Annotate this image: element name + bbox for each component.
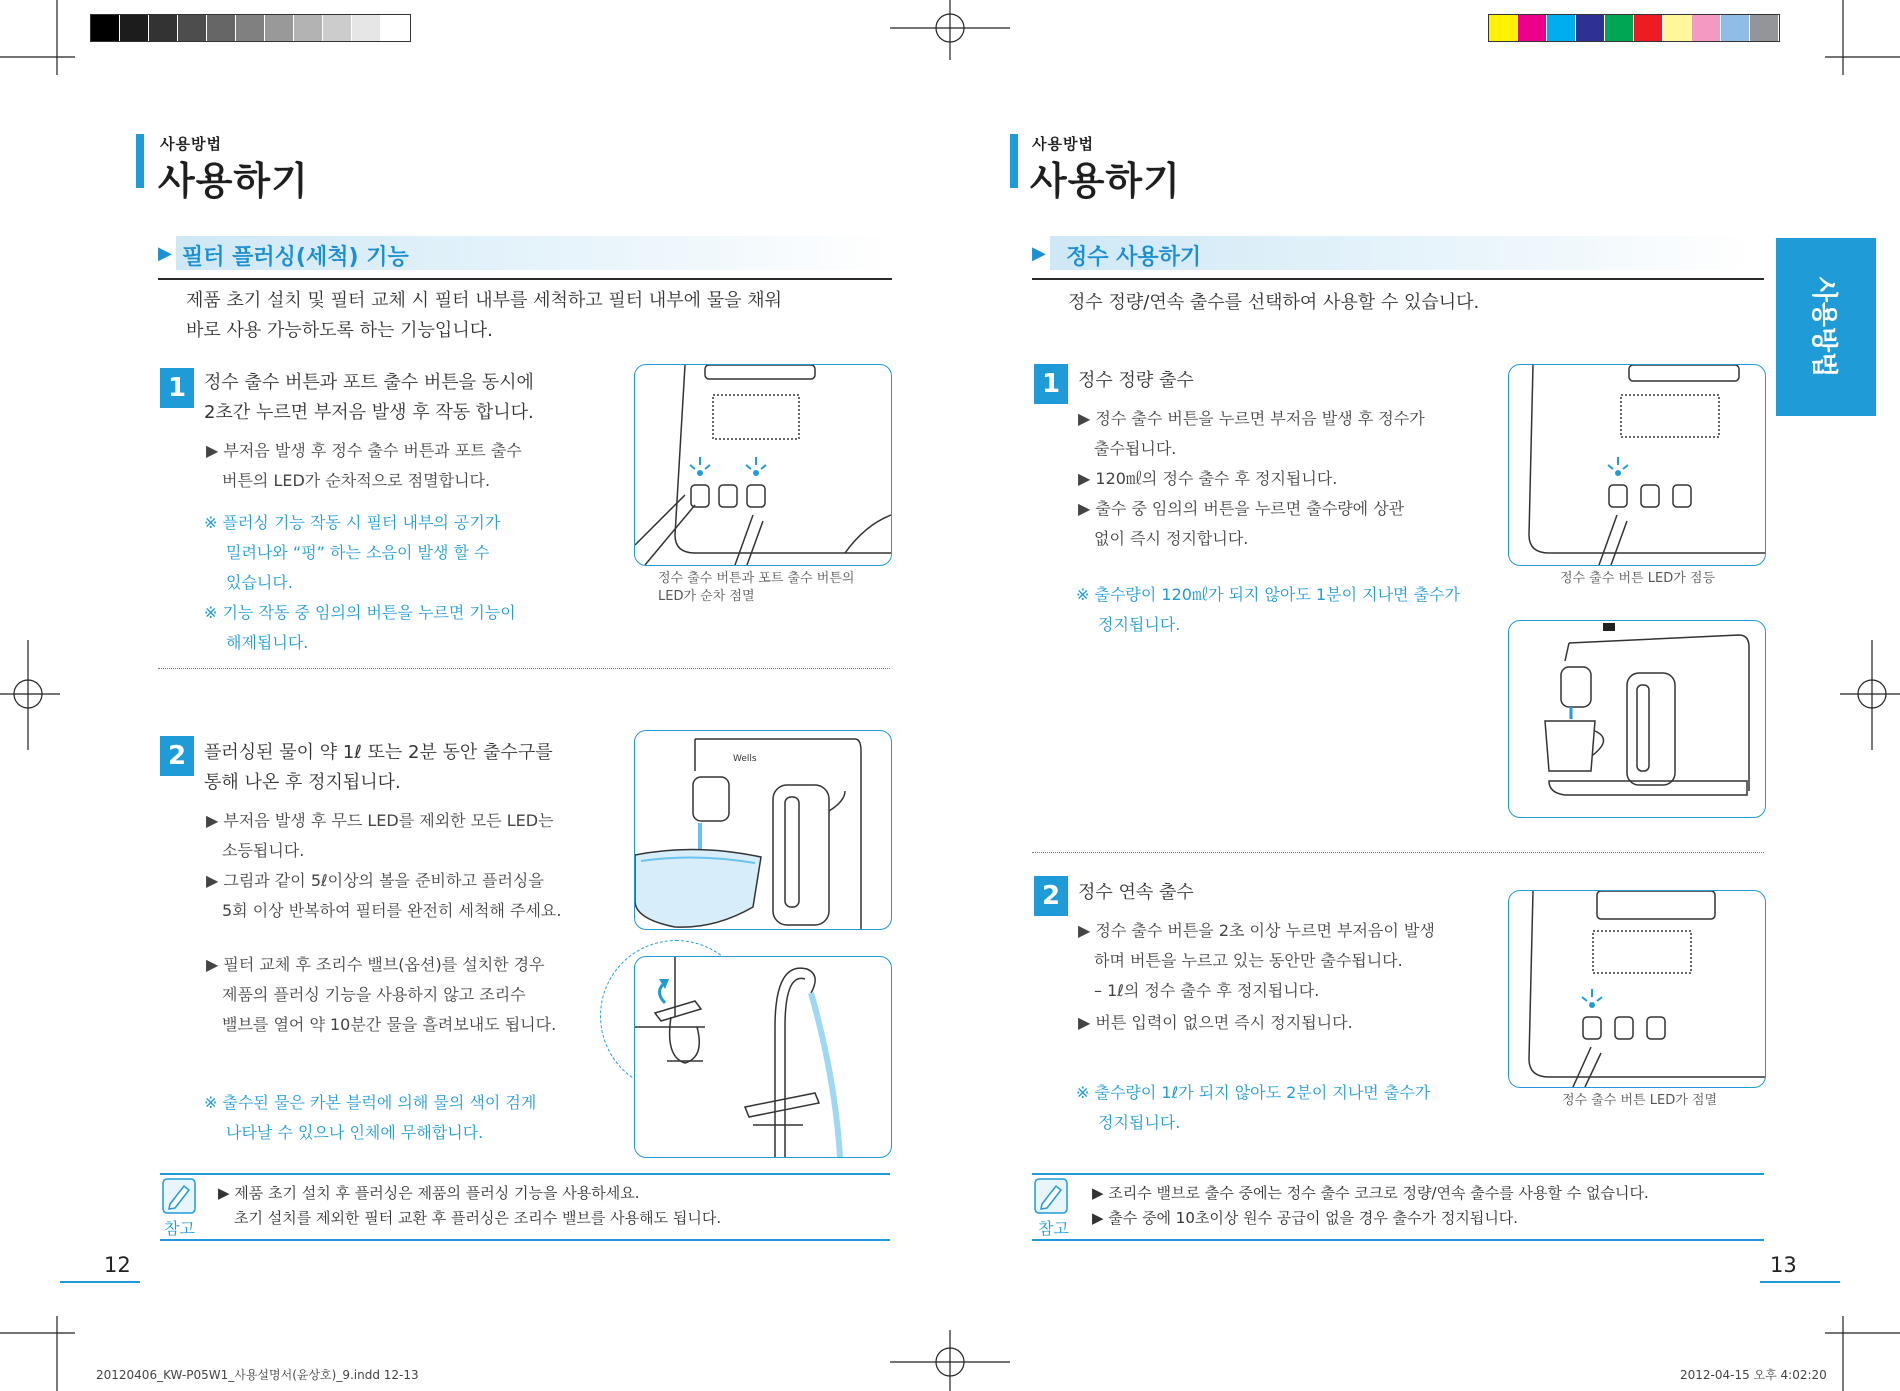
reference-label: 참고 <box>1038 1219 1069 1238</box>
reference-line-1: ▶ 제품 초기 설치 후 플러싱은 제품의 플러싱 기능을 사용하세요. <box>218 1184 640 1202</box>
subsection-underline <box>1032 278 1764 280</box>
illustration-dispensing-cup <box>1508 620 1766 818</box>
section-marker <box>136 134 144 188</box>
color-swatch <box>178 15 207 41</box>
color-swatch <box>294 15 323 41</box>
step-title: 정수 정량 출수 <box>1078 370 1194 391</box>
dash-line: – 1ℓ의 정수 출수 후 정지됩니다. <box>1094 981 1320 1000</box>
page-number: 12 <box>104 1253 131 1277</box>
reference-bottom-line <box>160 1239 890 1241</box>
color-swatch <box>1547 15 1576 41</box>
footer-date: 2012-04-15 오후 4:02:20 <box>1680 1368 1827 1382</box>
note-line-1: ※ 플러싱 기능 작동 시 필터 내부의 공기가 <box>204 513 501 532</box>
gray-color-bar <box>90 14 411 42</box>
pencil-note-icon <box>1034 1178 1068 1214</box>
illustration-button-led-blink <box>1508 890 1766 1088</box>
section-marker <box>1010 134 1018 188</box>
step-title-line-1: 정수 출수 버튼과 포트 출수 버튼을 동시에 <box>204 372 534 393</box>
color-swatch <box>265 15 294 41</box>
section-category: 사용방법 <box>160 135 222 153</box>
color-swatch <box>352 15 381 41</box>
color-swatch <box>120 15 149 41</box>
dotted-divider <box>1032 852 1764 853</box>
note-line-5: 해제됩니다. <box>226 633 309 652</box>
bullet-line-5: ▶ 필터 교체 후 조리수 밸브(옵션)를 설치한 경우 <box>206 955 545 974</box>
illustration-buttons-press <box>634 364 892 566</box>
note-line-4: ※ 기능 작동 중 임의의 버튼을 누르면 기능이 <box>204 603 516 622</box>
step-title: 정수 연속 출수 <box>1078 882 1194 903</box>
bullet-line-2: 출수됩니다. <box>1094 439 1177 458</box>
reference-top-line <box>160 1173 890 1175</box>
side-tab-label: 사용방법 <box>1808 276 1839 378</box>
color-swatch <box>1489 15 1518 41</box>
intro-line: 정수 정량/연속 출수를 선택하여 사용할 수 있습니다. <box>1068 292 1480 313</box>
color-swatch <box>1663 15 1692 41</box>
note-line-2: 밀려나와 “펑” 하는 소음이 발생 할 수 <box>226 543 490 562</box>
color-swatch <box>1518 15 1547 41</box>
bullet-line-2: 버튼의 LED가 순차적으로 점멸합니다. <box>222 471 491 490</box>
step-number: 2 <box>160 736 194 776</box>
step-number: 1 <box>1034 364 1068 404</box>
triangle-bullet-icon: ▶ <box>1032 243 1046 264</box>
bullet-line-6: 제품의 플러싱 기능을 사용하지 않고 조리수 <box>222 985 526 1004</box>
dotted-divider <box>158 668 890 669</box>
note-line-2: 정지됩니다. <box>1098 615 1181 634</box>
figure-caption: 정수 출수 버튼 LED가 점등 <box>1560 571 1716 586</box>
color-swatch <box>207 15 236 41</box>
figure-caption-line-1: 정수 출수 버튼과 포트 출수 버튼의 <box>658 571 855 586</box>
figure-caption-line-2: LED가 순차 점멸 <box>658 589 755 604</box>
bullet-line-1: ▶ 부저음 발생 후 정수 출수 버튼과 포트 출수 <box>206 441 522 460</box>
figure-caption: 정수 출수 버튼 LED가 점멸 <box>1562 1093 1718 1108</box>
triangle-bullet-icon: ▶ <box>158 243 172 264</box>
step-title-line-2: 2초간 누르면 부저음 발생 후 작동 합니다. <box>204 402 534 423</box>
step-number: 2 <box>1034 876 1068 916</box>
section-category: 사용방법 <box>1032 135 1094 153</box>
note-line-1: ※ 출수량이 120㎖가 되지 않아도 1분이 지나면 출수가 <box>1076 585 1460 604</box>
illustration-flushing-bowl <box>634 730 892 930</box>
bullet-line-3: ▶ 그림과 같이 5ℓ이상의 볼을 준비하고 플러싱을 <box>206 871 544 890</box>
subsection-underline <box>158 278 892 280</box>
color-swatch <box>1721 15 1750 41</box>
color-swatch <box>91 15 120 41</box>
bullet-line-4: ▶ 출수 중 임의의 버튼을 누르면 출수량에 상관 <box>1078 499 1405 518</box>
color-swatch <box>323 15 352 41</box>
page-number-rule <box>60 1281 140 1283</box>
reference-line-2: 초기 설치를 제외한 필터 교환 후 플러싱은 조리수 밸브를 사용해도 됩니다. <box>234 1209 722 1227</box>
subsection-title: 정수 사용하기 <box>1066 245 1202 270</box>
side-index-tab <box>1776 238 1876 416</box>
bullet-line-1: ▶ 정수 출수 버튼을 누르면 부저음 발생 후 정수가 <box>1078 409 1425 428</box>
reference-label: 참고 <box>164 1219 195 1238</box>
color-swatch <box>149 15 178 41</box>
bullet-line-2: 하며 버튼을 누르고 있는 동안만 출수됩니다. <box>1094 951 1403 970</box>
process-color-bar <box>1488 14 1780 42</box>
brand-logo: Wells <box>733 754 757 764</box>
page-title: 사용하기 <box>1030 159 1181 203</box>
step-title-line-2: 통해 나온 후 정지됩니다. <box>204 772 401 793</box>
bullet-line-3: ▶ 120㎖의 정수 출수 후 정지됩니다. <box>1078 469 1338 488</box>
reference-line-1: ▶ 조리수 밸브로 출수 중에는 정수 출수 코크로 정량/연속 출수를 사용할 수 없습니다. <box>1092 1184 1649 1202</box>
note-line-1: ※ 출수량이 1ℓ가 되지 않아도 2분이 지나면 출수가 <box>1076 1083 1431 1102</box>
illustration-cooking-valve <box>634 956 892 1158</box>
intro-line-1: 제품 초기 설치 및 필터 교체 시 필터 내부를 세척하고 필터 내부에 물을 채워 <box>186 290 783 311</box>
reference-bottom-line <box>1032 1239 1764 1241</box>
bullet-line-4: 5회 이상 반복하여 필터를 완전히 세척해 주세요. <box>222 901 562 920</box>
color-swatch <box>1750 15 1779 41</box>
note-line-3: 있습니다. <box>226 573 293 592</box>
step-number: 1 <box>160 368 194 408</box>
color-swatch <box>381 15 410 41</box>
color-swatch <box>1634 15 1663 41</box>
note-line-2: 정지됩니다. <box>1098 1113 1181 1132</box>
bullet-line-1: ▶ 부저음 발생 후 무드 LED를 제외한 모든 LED는 <box>206 811 554 830</box>
page-number-rule <box>1760 1281 1840 1283</box>
note-line-2: 나타날 수 있으나 인체에 무해합니다. <box>226 1123 484 1142</box>
color-swatch <box>1576 15 1605 41</box>
bullet-line-1: ▶ 정수 출수 버튼을 2초 이상 누르면 부저음이 발생 <box>1078 921 1435 940</box>
color-swatch <box>1605 15 1634 41</box>
pencil-note-icon <box>162 1178 196 1214</box>
step-title-line-1: 플러싱된 물이 약 1ℓ 또는 2분 동안 출수구를 <box>204 742 553 763</box>
intro-line-2: 바로 사용 가능하도록 하는 기능입니다. <box>186 320 493 341</box>
color-swatch <box>1692 15 1721 41</box>
footer-file-name: 20120406_KW-P05W1_사용설명서(윤상호)_9.indd 12-13 <box>96 1368 419 1382</box>
page-number: 13 <box>1770 1253 1797 1277</box>
bullet-line-3: ▶ 버튼 입력이 없으면 즉시 정지됩니다. <box>1078 1013 1353 1032</box>
bullet-line-5: 없이 즉시 정지합니다. <box>1094 529 1249 548</box>
note-line-1: ※ 출수된 물은 카본 블럭에 의해 물의 색이 검게 <box>204 1093 537 1112</box>
subsection-title: 필터 플러싱(세척) 기능 <box>182 245 409 270</box>
reference-top-line <box>1032 1173 1764 1175</box>
color-swatch <box>236 15 265 41</box>
illustration-button-led-on <box>1508 364 1766 566</box>
bullet-line-7: 밸브를 열어 약 10분간 물을 흘려보내도 됩니다. <box>222 1015 557 1034</box>
bullet-line-2: 소등됩니다. <box>222 841 305 860</box>
page-title: 사용하기 <box>158 159 309 203</box>
reference-line-2: ▶ 출수 중에 10초이상 원수 공급이 없을 경우 출수가 정지됩니다. <box>1092 1209 1519 1227</box>
